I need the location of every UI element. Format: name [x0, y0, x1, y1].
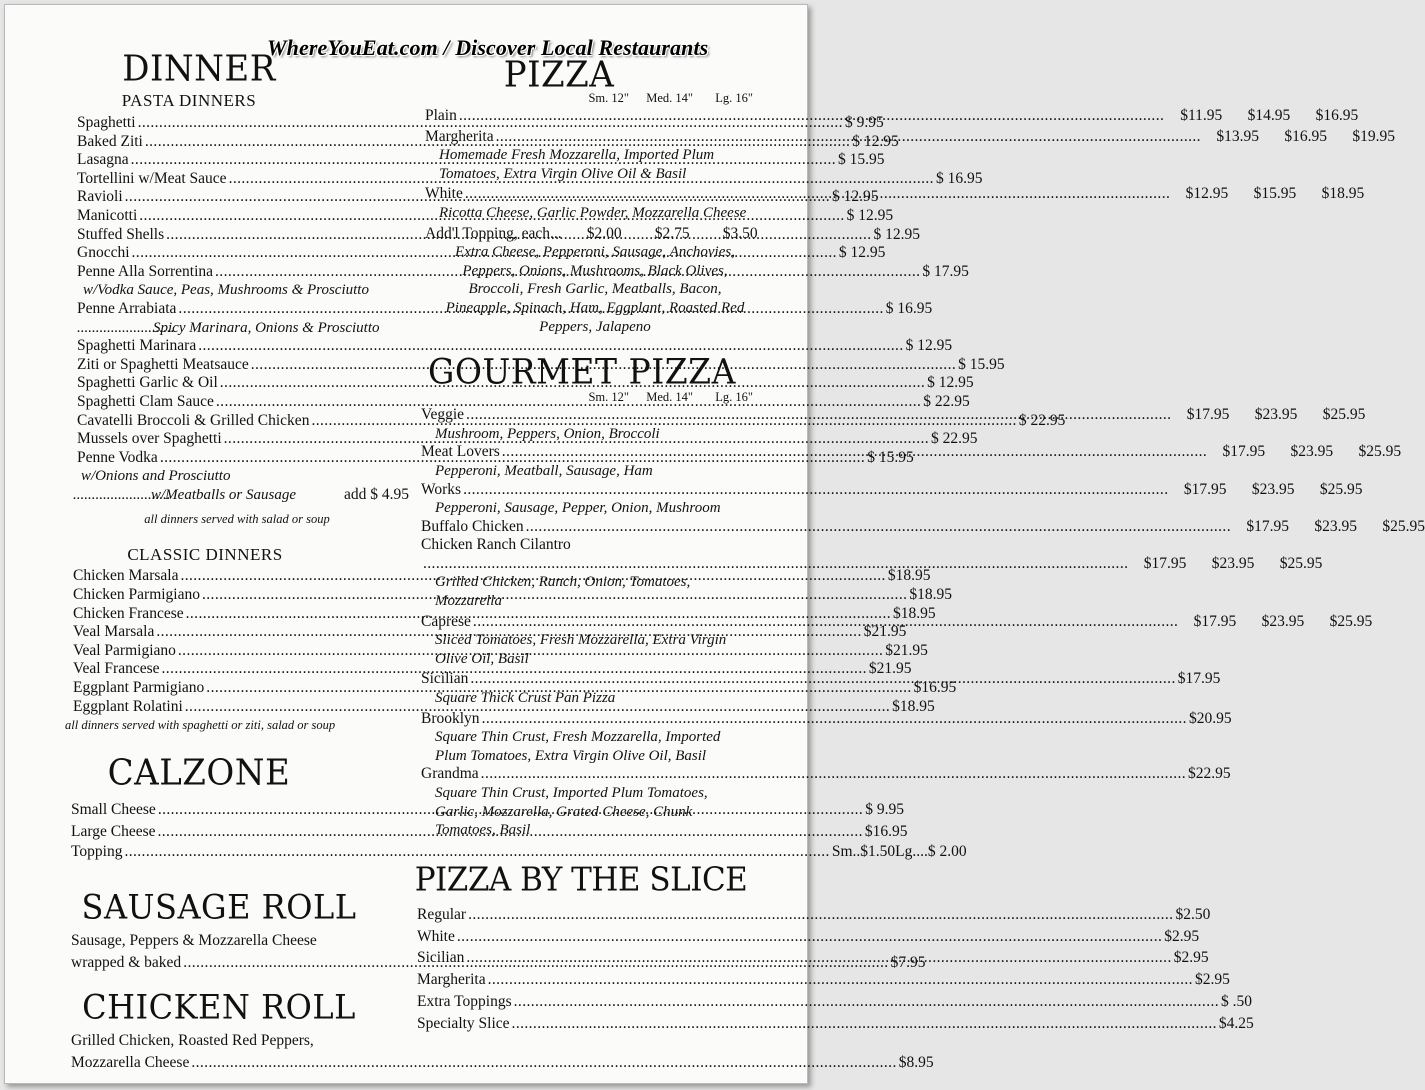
- menu-item: [421, 709, 1232, 729]
- item-name: Small Cheese: [71, 801, 156, 819]
- price-medium: $23.95: [1314, 517, 1357, 535]
- item-name: Spaghetti Marinara: [77, 337, 197, 355]
- item-name: Spaghetti: [77, 114, 136, 131]
- size-prices: [1172, 185, 1364, 204]
- leader-dots: [481, 765, 1186, 784]
- item-name: Cavatelli Broccoli & Grilled Chicken: [77, 411, 310, 429]
- price-large: $25.95: [1358, 443, 1402, 461]
- menu-item: [73, 567, 931, 586]
- size-small-label: Sm. 12": [588, 390, 629, 405]
- menu-item: [77, 169, 983, 189]
- chicken-roll-title: CHICKEN ROLL: [82, 986, 356, 1027]
- size-prices: [1209, 443, 1401, 462]
- size-prices: [1166, 107, 1358, 126]
- item-name: Penne Alla Sorrentina: [77, 262, 214, 280]
- item-price: $ 16.95: [935, 169, 983, 187]
- item-name: Baked Ziti: [77, 132, 143, 150]
- size-prices: [566, 225, 758, 244]
- item-price: $ 16.95: [885, 299, 933, 317]
- item-price: $ 15.95: [838, 151, 885, 169]
- price-large: $18.95: [1321, 185, 1365, 203]
- item-name: wrapped & baked: [71, 953, 182, 971]
- dinner-title: DINNER: [122, 47, 276, 90]
- item-name: Specialty Slice: [417, 1014, 510, 1032]
- item-price: $ 12.95: [838, 244, 886, 262]
- leader-dots: ..........................: [73, 486, 171, 503]
- topping-desc: Extra Cheese, Pepperoni, Sausage, Anchovies, Peppers, Onions, Mushrooms, Black Olives, Broccoli, Fresh Garlic, Meatballs, Bacon, Pineapple, Spinach, Ham, Eggplant, Roasted Red Peppers, Jalapeno: [445, 244, 745, 335]
- size-medium-label: Med. 14": [646, 91, 693, 105]
- price-medium: $23.95: [1261, 612, 1305, 630]
- classic-note: all dinners served with spaghetti or ziti, salad or soup: [65, 718, 336, 733]
- item-name: Gnocchi: [77, 244, 130, 262]
- menu-item: [77, 244, 886, 263]
- price-large: $25.95: [1319, 480, 1363, 498]
- item-price: $ .50: [1221, 992, 1253, 1010]
- item-name: Eggplant Parmigiano: [73, 679, 205, 697]
- price-large: $25.95: [1329, 612, 1373, 630]
- pizza-menu-item: [425, 225, 757, 244]
- item-name: Veal Marsala: [73, 623, 155, 641]
- item-name: Mozzarella Cheese: [71, 1053, 190, 1071]
- leader-dots: [468, 904, 1173, 926]
- price-medium: $23.95: [1211, 554, 1255, 572]
- size-large-label: Lg. 16": [715, 91, 753, 105]
- leader-dots: [457, 926, 1162, 948]
- leader-dots: [526, 518, 1231, 537]
- price-small: $17.95: [1222, 443, 1266, 461]
- item-price: $2.95: [1194, 971, 1230, 989]
- meatballs-add: add $ 4.95: [343, 485, 409, 503]
- item-price: $16.95: [913, 679, 957, 697]
- item-price: $22.95: [1188, 765, 1231, 783]
- item-price: $2.50: [1175, 905, 1211, 923]
- price-small: $17.95: [1193, 612, 1237, 630]
- leader-dots: [514, 991, 1219, 1013]
- item-name: Chicken Marsala: [73, 567, 179, 585]
- item-name: Veal Parmigiano: [73, 641, 176, 659]
- arrabiata-desc-row: [77, 319, 409, 338]
- menu-item: [417, 904, 1211, 926]
- leader-dots: [482, 710, 1187, 729]
- item-name: White: [417, 927, 455, 945]
- price-large: $25.95: [1322, 406, 1366, 424]
- leader-dots: [465, 185, 1170, 204]
- price-medium: $15.95: [1253, 185, 1297, 203]
- leader-dots: [423, 555, 1128, 574]
- leader-dots: [459, 107, 1164, 126]
- item-name: White: [425, 185, 463, 203]
- item-price: $21.95: [863, 623, 907, 641]
- item-name: Ziti or Spaghetti Meatsauce: [77, 355, 249, 373]
- topping-lg-price: Lg....$ 2.00: [895, 843, 967, 861]
- item-name: Chicken Ranch Cilantro: [421, 536, 571, 554]
- meatballs-row: [73, 485, 409, 505]
- menu-item: [417, 1013, 1254, 1035]
- item-price: $18.95: [909, 586, 952, 604]
- item-price: $17.95: [1177, 670, 1221, 688]
- item-price: $ 9.95: [844, 114, 884, 131]
- size-large-label: Lg. 16": [715, 390, 753, 405]
- classic-dinners-title: CLASSIC DINNERS: [127, 545, 283, 565]
- menu-item: [417, 991, 1253, 1013]
- leader-dots: [466, 947, 1171, 969]
- item-name: Veggie: [421, 406, 465, 424]
- ranch-desc: Grilled Chicken, Ranch, Onion, Tomatoes, Mozzarella: [435, 574, 691, 610]
- leader-dots: [191, 1052, 896, 1074]
- item-price: $2.95: [1164, 927, 1200, 945]
- leader-dots: [502, 443, 1207, 462]
- price-medium: $16.95: [1284, 127, 1327, 145]
- item-name: Buffalo Chicken: [421, 517, 524, 535]
- item-price: $21.95: [885, 641, 928, 659]
- price-large: $25.95: [1279, 554, 1323, 572]
- item-name: Chicken Parmigiano: [73, 586, 200, 604]
- item-name: Works: [421, 480, 462, 498]
- item-price: $18.95: [887, 567, 931, 585]
- pizza-menu-item: [421, 554, 1323, 574]
- item-price: $ 12.95: [905, 337, 953, 355]
- pasta-dinners-title: PASTA DINNERS: [121, 91, 257, 110]
- item-name: Spaghetti Garlic & Oil: [77, 374, 218, 392]
- item-name: Plain: [425, 107, 457, 124]
- leader-dots: [496, 128, 1201, 147]
- price-small: $17.95: [1186, 406, 1230, 424]
- price-large: $25.95: [1382, 517, 1425, 535]
- price-large: $3.50: [722, 224, 758, 242]
- menu-item: [417, 969, 1230, 991]
- item-name: Regular: [417, 905, 467, 923]
- arrabiata-desc: Spicy Marinara, Onions & Prosciutto: [153, 319, 380, 336]
- item-price: $ 22.95: [923, 392, 970, 410]
- item-price: $ 15.95: [867, 448, 914, 466]
- item-price: $2.95: [1173, 949, 1209, 967]
- item-name: Topping: [71, 843, 123, 861]
- price-small: $13.95: [1216, 127, 1259, 145]
- menu-page: [4, 4, 1425, 1084]
- size-medium-label: Med. 14": [646, 390, 693, 405]
- gourmet-size-header: [419, 390, 757, 406]
- leader-dots: [473, 613, 1178, 632]
- margherita-desc: Homemade Fresh Mozzarella, Imported Plum Tomatoes, Extra Virgin Olive Oil & Basil: [439, 147, 715, 182]
- price-small: $11.95: [1180, 107, 1223, 124]
- gourmet-pizza-title: GOURMET PIZZA: [428, 351, 736, 393]
- calzone-title: CALZONE: [107, 752, 291, 795]
- size-small-label: Sm. 12": [588, 91, 629, 105]
- pizza-menu-item: [421, 517, 1425, 537]
- grandma-desc: Square Thin Crust, Imported Plum Tomatoes, Garlic, Mozzarella, Grated Cheese, Chunk Tomatoes, Basil: [435, 785, 708, 839]
- size-prices: [1203, 128, 1395, 147]
- item-name: Penne Arrabiata: [77, 299, 177, 317]
- size-prices: [1170, 481, 1362, 500]
- item-price: $8.95: [898, 1053, 934, 1071]
- menu-item: [417, 926, 1200, 948]
- item-name: Stuffed Shells: [77, 225, 165, 243]
- item-price: $4.25: [1218, 1014, 1254, 1032]
- menu-item: [77, 374, 974, 393]
- price-small: $17.95: [1143, 554, 1187, 572]
- vodka-desc: w/Onions and Prosciutto: [81, 468, 231, 485]
- menu-item: [71, 821, 908, 843]
- menu-item: [73, 623, 907, 642]
- leader-dots: [466, 406, 1171, 425]
- leader-dots: [488, 969, 1193, 991]
- item-desc: Pepperoni, Meatball, Sausage, Ham: [435, 462, 653, 479]
- item-name: Manicotti: [77, 206, 138, 224]
- size-prices: [1180, 613, 1372, 632]
- item-name: Extra Toppings: [417, 992, 512, 1010]
- item-price: $ 12.95: [846, 206, 894, 224]
- item-name: Margherita: [425, 127, 494, 145]
- chicken-roll-block: [71, 1030, 934, 1074]
- item-price: $ 9.95: [865, 801, 904, 819]
- menu-item: [77, 299, 933, 319]
- item-price: $16.95: [864, 823, 908, 841]
- price-small: $17.95: [1183, 480, 1227, 498]
- white-desc: Ricotta Cheese, Garlic Powder, Mozzarella Cheese: [439, 204, 747, 221]
- item-price: $ 17.95: [922, 262, 969, 280]
- leader-dots: [470, 670, 1175, 689]
- sorrentina-desc: w/Vodka Sauce, Peas, Mushrooms & Prosciutto: [83, 282, 369, 299]
- item-price: $ 12.95: [852, 132, 899, 150]
- topping-sm-price: Sm..$1.50: [831, 843, 896, 861]
- size-prices: [1233, 518, 1425, 537]
- slice-title: PIZZA BY THE SLICE: [414, 860, 748, 899]
- price-large: $16.95: [1315, 107, 1359, 124]
- item-name: Veal Francese: [73, 660, 160, 678]
- price-medium: $23.95: [1290, 443, 1334, 461]
- price-large: $19.95: [1352, 127, 1395, 145]
- price-medium: $2.75: [654, 224, 690, 242]
- price-medium: $14.95: [1247, 107, 1291, 124]
- menu-item: [71, 799, 904, 821]
- price-small: $12.95: [1185, 185, 1229, 203]
- item-name: Add'l Topping, each...: [425, 224, 562, 242]
- item-name: Sicilian: [417, 949, 465, 967]
- item-name: Large Cheese: [71, 823, 156, 841]
- item-name: Meat Lovers: [421, 443, 500, 461]
- item-price: $ 12.95: [927, 374, 974, 392]
- menu-item: [77, 337, 953, 356]
- leader-dots: ..........................: [77, 319, 175, 336]
- chicken-roll-row: [71, 1052, 934, 1074]
- meatballs-desc: w/Meatballs or Sausage: [151, 486, 296, 503]
- item-name: Margherita: [417, 971, 486, 989]
- sausage-roll-title: SAUSAGE ROLL: [81, 886, 357, 927]
- item-price: $7.95: [890, 953, 926, 971]
- item-name: Chicken Francese: [73, 604, 184, 622]
- caprese-desc: Sliced Tomatoes, Fresh Mozzarella, Extra Virgin Olive Oil, Basil: [435, 632, 727, 667]
- item-price: $18.95: [893, 604, 936, 622]
- price-small: $2.00: [586, 224, 622, 242]
- menu-item: [77, 355, 1005, 375]
- item-name: Spaghetti Clam Sauce: [77, 392, 214, 410]
- item-desc: Pepperoni, Sausage, Pepper, Onion, Mushroom: [435, 500, 721, 517]
- item-name: Eggplant Rolatini: [73, 697, 183, 715]
- item-price: $ 22.95: [1018, 411, 1066, 429]
- pizza-menu-item: [421, 480, 1363, 500]
- item-name: Ravioli: [77, 188, 123, 206]
- size-prices: [1130, 555, 1322, 574]
- item-name: Caprese: [421, 612, 471, 630]
- item-name: Mussels over Spaghetti: [77, 430, 222, 448]
- pizza-menu-item: [425, 185, 1365, 204]
- item-price: $ 15.95: [958, 355, 1005, 373]
- size-prices: [1173, 406, 1365, 425]
- menu-item: [421, 536, 757, 555]
- item-price: $21.95: [868, 660, 912, 678]
- item-name: Lasagna: [77, 151, 129, 169]
- brooklyn-desc: Square Thin Crust, Fresh Mozzarella, Imported Plum Tomatoes, Extra Virgin Olive Oil, Basil: [435, 729, 721, 764]
- menu-item: [421, 765, 1231, 784]
- item-name: Sicilian: [421, 670, 469, 688]
- menu-item: [77, 262, 969, 282]
- price-small: $17.95: [1246, 517, 1289, 535]
- item-price: $20.95: [1188, 709, 1232, 727]
- watermark-text: WhereYouEat.com / Discover Local Restaurants: [267, 35, 709, 60]
- pasta-note: all dinners served with salad or soup: [144, 512, 330, 527]
- item-price: $ 22.95: [931, 430, 978, 448]
- item-price: $ 12.95: [873, 225, 920, 243]
- item-desc: Mushroom, Peppers, Onion, Broccoli: [435, 425, 660, 442]
- price-medium: $23.95: [1254, 406, 1298, 424]
- calzone-topping-row: [71, 843, 967, 862]
- leader-dots: [463, 481, 1168, 500]
- leader-dots: [512, 1013, 1217, 1035]
- sausage-roll-desc: Sausage, Peppers & Mozzarella Cheese: [71, 931, 317, 949]
- sicilian-desc: Square Thick Crust Pan Pizza: [435, 690, 616, 707]
- item-price: $ 12.95: [832, 188, 879, 206]
- item-name: Brooklyn: [421, 709, 480, 727]
- item-name: Tortellini w/Meat Sauce: [77, 169, 227, 187]
- item-name: Grandma: [421, 765, 479, 783]
- pizza-title: PIZZA: [503, 54, 615, 97]
- price-medium: $23.95: [1251, 480, 1295, 498]
- item-price: $18.95: [892, 697, 935, 715]
- item-name: Penne Vodka: [77, 448, 158, 466]
- chicken-roll-desc: Grilled Chicken, Roasted Red Peppers,: [71, 1031, 314, 1049]
